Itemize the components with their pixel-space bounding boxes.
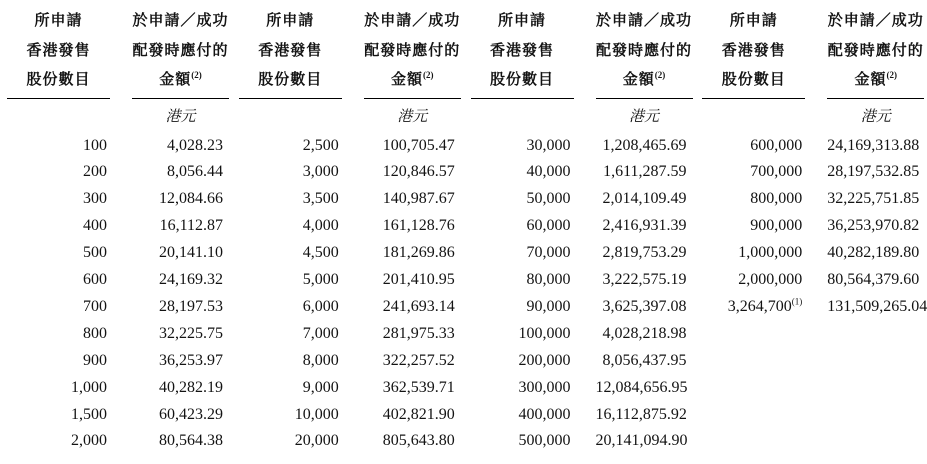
footnote-2-marker: (2) xyxy=(886,70,897,80)
amount-column-header xyxy=(596,7,693,99)
amount-payable-cell: 181,269.86 xyxy=(382,244,455,262)
shares-applied-cell: 70,000 xyxy=(526,244,571,262)
group-header xyxy=(695,7,927,99)
table-row xyxy=(0,213,232,240)
amount-payable-cell: 161,128.76 xyxy=(382,217,455,235)
shares-applied-cell: 2,500 xyxy=(302,136,339,154)
shares-header-line: 股份數目 xyxy=(26,72,91,88)
shares-header-line: 香港發售 xyxy=(26,42,91,59)
table-row xyxy=(695,294,927,321)
shares-applied-cell: 60,000 xyxy=(526,217,571,235)
amount-payable-cell: 2,416,931.39 xyxy=(602,217,687,235)
table-group-3 xyxy=(464,7,696,455)
table-row xyxy=(0,267,232,294)
table-row xyxy=(232,267,464,294)
currency-label: 港元 xyxy=(628,108,659,125)
table-row xyxy=(0,321,232,348)
table-row xyxy=(464,321,696,348)
shares-applied-cell: 100,000 xyxy=(518,324,571,342)
table-row xyxy=(0,159,232,186)
shares-applied-cell: 40,000 xyxy=(526,163,571,181)
table-rows xyxy=(232,132,464,456)
shares-applied-cell: 800 xyxy=(83,324,107,342)
amount-payable-cell: 1,208,465.69 xyxy=(602,136,687,154)
group-header xyxy=(0,7,232,99)
amount-payable-cell: 140,987.67 xyxy=(382,190,455,208)
amount-column-header xyxy=(364,7,461,99)
shares-column-header xyxy=(239,7,342,99)
shares-header-line: 香港發售 xyxy=(489,42,554,59)
amount-payable-cell: 131,509,265.04 xyxy=(827,297,927,315)
table-group-4 xyxy=(695,7,927,455)
shares-header-line: 所申請 xyxy=(497,13,546,29)
table-row xyxy=(232,159,464,186)
currency-row xyxy=(464,99,696,132)
table-row xyxy=(0,428,232,455)
table-row xyxy=(464,294,696,321)
group-header xyxy=(464,7,696,99)
amount-payable-cell: 8,056,437.95 xyxy=(602,351,687,369)
table-row xyxy=(464,348,696,375)
amount-header-line: 金額$^{(2)}$ xyxy=(854,70,897,88)
shares-applied-cell: 700 xyxy=(83,297,107,315)
shares-applied-cell: 700,000 xyxy=(750,163,803,181)
footnote-1-marker: (1) xyxy=(791,296,803,307)
table-row xyxy=(232,186,464,213)
amount-payable-cell: 80,564.38 xyxy=(159,432,223,450)
shares-header-line: 所申請 xyxy=(266,13,315,29)
shares-header-line: 所申請 xyxy=(729,13,778,29)
currency-row xyxy=(695,99,927,132)
amount-payable-cell: 805,643.80 xyxy=(382,432,455,450)
amount-payable-cell: 32,225,751.85 xyxy=(827,190,920,208)
amount-payable-cell: 40,282,189.80 xyxy=(827,244,920,262)
amount-payable-cell: 32,225.75 xyxy=(159,324,223,342)
shares-column-header xyxy=(7,7,110,99)
table-row xyxy=(0,133,232,160)
shares-applied-cell: 30,000 xyxy=(526,136,571,154)
shares-applied-cell: 2,000 xyxy=(71,432,107,450)
shares-applied-cell: 10,000 xyxy=(294,405,339,423)
shares-applied-cell: 4,500 xyxy=(302,244,339,262)
shares-applied-cell: 900 xyxy=(83,351,107,369)
amount-payable-cell: 20,141,094.90 xyxy=(595,432,688,450)
currency-row xyxy=(0,99,232,132)
table-row xyxy=(232,402,464,429)
amount-payable-cell: 8,056.44 xyxy=(167,163,223,181)
amount-payable-cell: 322,257.52 xyxy=(382,351,455,369)
shares-applied-cell: 4,000 xyxy=(302,217,339,235)
table-rows xyxy=(695,132,927,321)
table-row xyxy=(232,133,464,160)
amount-header-line: 金額$^{(2)}$ xyxy=(159,70,202,88)
amount-column-header xyxy=(827,7,924,99)
table-row xyxy=(464,240,696,267)
amount-header-line: 配發時應付的 xyxy=(827,42,924,59)
shares-applied-cell: 7,000 xyxy=(302,324,339,342)
amount-payable-cell: 2,819,753.29 xyxy=(602,244,687,262)
footnote-2-marker: (2) xyxy=(654,70,666,80)
table-group-1 xyxy=(0,7,232,455)
amount-header-line: 配發時應付的 xyxy=(132,42,229,59)
table-row xyxy=(232,348,464,375)
shares-applied-cell: 3,500 xyxy=(302,190,339,208)
table-row xyxy=(464,375,696,402)
footnote-2-marker: (2) xyxy=(423,70,434,80)
table-row xyxy=(0,186,232,213)
shares-applied-cell: 100 xyxy=(83,136,107,154)
amount-payable-cell: 36,253.97 xyxy=(159,351,223,369)
amount-header-line: 配發時應付的 xyxy=(595,42,692,59)
currency-row xyxy=(232,99,464,132)
table-row xyxy=(232,375,464,402)
amount-payable-cell: 16,112,875.92 xyxy=(595,405,687,423)
amount-header-line: 金額$^{(2)}$ xyxy=(390,70,434,88)
amount-header-line: 金額$^{(2)}$ xyxy=(622,70,666,88)
shares-applied-cell: 1,500 xyxy=(71,405,107,423)
amount-payable-cell: 201,410.95 xyxy=(382,271,455,289)
shares-applied-cell: 2,000,000 xyxy=(738,271,803,289)
amount-header-line: 於申請／成功 xyxy=(827,13,924,29)
amount-payable-cell: 3,625,397.08 xyxy=(602,297,687,315)
amount-payable-cell: 36,253,970.82 xyxy=(827,217,920,235)
shares-applied-cell: 90,000 xyxy=(526,297,571,315)
amount-payable-cell: 281,975.33 xyxy=(382,324,455,342)
table-row xyxy=(232,213,464,240)
table-row xyxy=(695,186,927,213)
table-rows xyxy=(0,132,232,456)
shares-applied-cell: 400,000 xyxy=(518,405,571,423)
amount-payable-cell: 402,821.90 xyxy=(382,405,455,423)
amount-payable-cell: 12,084.66 xyxy=(159,190,223,208)
amount-header-line: 於申請／成功 xyxy=(595,13,692,29)
table-row xyxy=(464,402,696,429)
shares-applied-cell: 200,000 xyxy=(518,351,571,369)
shares-applied-cell: 9,000 xyxy=(302,378,339,396)
amount-payable-cell: 20,141.10 xyxy=(159,244,223,262)
shares-header-line: 所申請 xyxy=(34,13,83,29)
amount-payable-cell: 80,564,379.60 xyxy=(827,271,920,289)
amount-column-header xyxy=(132,7,229,99)
amount-payable-cell: 60,423.29 xyxy=(159,405,223,423)
shares-applied-cell: 900,000 xyxy=(750,217,803,235)
amount-payable-cell: 241,693.14 xyxy=(382,297,455,315)
shares-header-line: 股份數目 xyxy=(258,72,323,88)
amount-payable-cell: 24,169,313.88 xyxy=(827,136,920,154)
shares-applied-cell: 200 xyxy=(83,163,107,181)
shares-applied-cell: 300,000 xyxy=(518,378,571,396)
shares-applied-cell: 500,000 xyxy=(518,432,571,450)
amount-payable-cell: 4,028,218.98 xyxy=(602,324,687,342)
table-rows xyxy=(464,132,696,456)
amount-payable-cell: 1,611,287.59 xyxy=(603,163,687,181)
table-row xyxy=(0,240,232,267)
table-row xyxy=(232,240,464,267)
shares-header-line: 股份數目 xyxy=(721,72,786,88)
amount-payable-cell: 120,846.57 xyxy=(382,163,455,181)
amount-payable-cell: 4,028.23 xyxy=(167,136,223,154)
amount-payable-cell: 3,222,575.19 xyxy=(602,271,687,289)
table-row xyxy=(695,240,927,267)
shares-applied-cell: 500 xyxy=(83,244,107,262)
currency-label: 港元 xyxy=(165,108,196,125)
table-row xyxy=(464,133,696,160)
shares-applied-cell: 600,000 xyxy=(750,136,803,154)
table-row xyxy=(695,159,927,186)
shares-applied-cell: 1,000,000 xyxy=(738,244,803,262)
table-row xyxy=(0,294,232,321)
table-row xyxy=(464,267,696,294)
amount-payable-cell: 362,539.71 xyxy=(382,378,455,396)
amount-header-line: 於申請／成功 xyxy=(364,13,461,29)
shares-column-header xyxy=(471,7,574,99)
table-row xyxy=(232,321,464,348)
amount-payable-cell: 40,282.19 xyxy=(159,378,223,396)
amount-payable-cell: 2,014,109.49 xyxy=(602,190,687,208)
shares-applied-cell: 3,264,700$^{(1)}$ xyxy=(727,296,803,315)
group-header xyxy=(232,7,464,99)
table-row xyxy=(232,428,464,455)
table-row xyxy=(464,213,696,240)
shares-applied-cell: 50,000 xyxy=(526,190,571,208)
currency-label: 港元 xyxy=(397,108,428,125)
shares-applied-cell: 5,000 xyxy=(302,271,339,289)
shares-header-line: 香港發售 xyxy=(258,42,323,59)
amount-header-line: 配發時應付的 xyxy=(364,42,461,59)
amount-payable-cell: 28,197,532.85 xyxy=(827,163,920,181)
shares-applied-cell: 20,000 xyxy=(294,432,339,450)
shares-applied-cell: 1,000 xyxy=(71,378,107,396)
table-row xyxy=(695,267,927,294)
shares-applied-cell: 300 xyxy=(83,190,107,208)
table-row xyxy=(0,348,232,375)
table-row xyxy=(464,186,696,213)
shares-header-line: 香港發售 xyxy=(721,42,786,59)
table-row xyxy=(695,213,927,240)
table-row xyxy=(695,133,927,160)
table-row xyxy=(232,294,464,321)
shares-applied-cell: 8,000 xyxy=(302,351,339,369)
shares-applied-cell: 800,000 xyxy=(750,190,803,208)
footnote-2-marker: (2) xyxy=(191,70,202,80)
shares-applied-cell: 400 xyxy=(83,217,107,235)
shares-header-line: 股份數目 xyxy=(489,72,554,88)
amount-payable-cell: 100,705.47 xyxy=(382,136,455,154)
table-row xyxy=(464,159,696,186)
amount-header-line: 於申請／成功 xyxy=(132,13,229,29)
amount-payable-cell: 28,197.53 xyxy=(159,297,223,315)
shares-applied-cell: 6,000 xyxy=(302,297,339,315)
amount-payable-cell: 12,084,656.95 xyxy=(595,378,688,396)
shares-applied-cell: 600 xyxy=(83,271,107,289)
shares-applied-cell: 80,000 xyxy=(526,271,571,289)
table-row xyxy=(0,375,232,402)
table-group-2 xyxy=(232,7,464,455)
table-row xyxy=(464,428,696,455)
currency-label: 港元 xyxy=(860,108,891,125)
shares-column-header xyxy=(702,7,805,99)
amount-payable-cell: 24,169.32 xyxy=(159,271,223,289)
amount-payable-cell: 16,112.87 xyxy=(159,217,223,235)
table-row xyxy=(0,402,232,429)
shares-applied-cell: 3,000 xyxy=(302,163,339,181)
